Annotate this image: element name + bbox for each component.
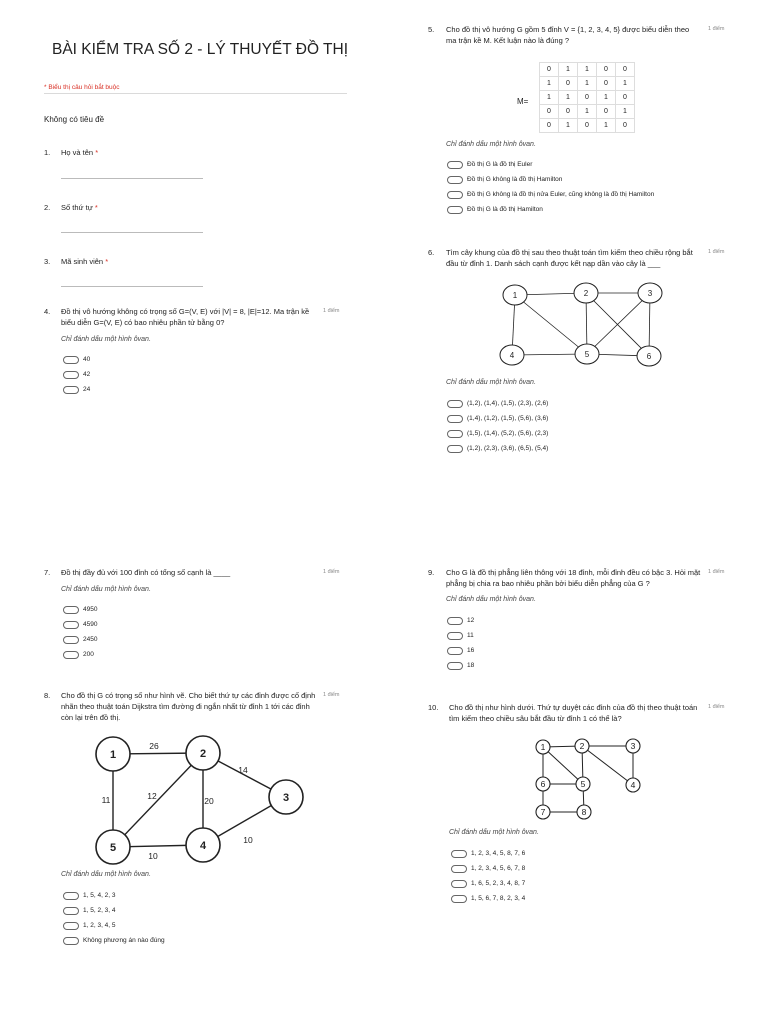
q9-option[interactable] — [447, 658, 474, 673]
matrix-row: 1 0 1 0 1 — [540, 77, 635, 91]
graph-node-label: 1 — [109, 749, 117, 761]
q6-option[interactable] — [447, 411, 548, 426]
edge-weight-2-3: 14 — [238, 765, 248, 775]
radio-oval-icon[interactable] — [63, 371, 79, 379]
q7-option[interactable] — [63, 632, 97, 647]
option-label: 18 — [467, 662, 475, 669]
radio-oval-icon[interactable] — [447, 161, 463, 169]
radio-oval-icon[interactable] — [451, 865, 467, 873]
option-label: 42 — [83, 371, 91, 378]
q6-number: 6. — [428, 248, 435, 257]
graph-node-label: 3 — [282, 792, 290, 804]
graph-node-label: 5 — [109, 842, 117, 854]
radio-oval-icon[interactable] — [63, 937, 79, 945]
radio-oval-icon[interactable] — [63, 621, 79, 629]
radio-oval-icon[interactable] — [447, 191, 463, 199]
radio-oval-icon[interactable] — [63, 651, 79, 659]
option-label: 1, 5, 2, 3, 4 — [83, 907, 116, 914]
q3-text — [61, 256, 108, 267]
option-label: Đồ thị G là đồ thị Euler — [467, 161, 533, 168]
q5-option[interactable] — [447, 202, 654, 217]
option-label: 40 — [83, 356, 91, 363]
q4-option[interactable] — [63, 352, 90, 367]
header-divider — [44, 93, 347, 94]
q1-required-mark: * — [95, 148, 99, 157]
matrix-row: 0 1 1 0 0 — [540, 63, 635, 77]
edge-weight-2-5: 12 — [147, 791, 157, 801]
option-label: (1,4), (1,2), (1,5), (5,6), (3,6) — [467, 415, 549, 422]
q5-option[interactable] — [447, 157, 654, 172]
q10-option[interactable] — [451, 846, 525, 861]
q4-options — [63, 352, 90, 397]
option-label: 1, 5, 4, 2, 3 — [83, 892, 116, 899]
radio-oval-icon[interactable] — [451, 880, 467, 888]
q6-option[interactable] — [447, 441, 548, 456]
graph-node-label: 4 — [509, 351, 515, 360]
radio-oval-icon[interactable] — [447, 415, 463, 423]
option-label: Đồ thị G không là đồ thị Hamilton — [467, 176, 563, 183]
q7-option[interactable] — [63, 647, 97, 662]
option-label: Đồ thị G không là đồ thị nửa Euler, cũng không là đồ thị Hamilton — [467, 191, 655, 198]
q4-points: 1 điểm — [323, 308, 340, 314]
q5-option[interactable] — [447, 172, 654, 187]
radio-oval-icon[interactable] — [451, 895, 467, 903]
q5-hint: Chỉ đánh dấu một hình ôvan. — [446, 141, 536, 148]
radio-oval-icon[interactable] — [447, 617, 463, 625]
edge-weight-3-4: 10 — [243, 835, 253, 845]
edge-weight-4-5: 10 — [148, 851, 158, 861]
q1-answer-field[interactable] — [61, 178, 203, 179]
q8-graph-figure — [85, 733, 315, 868]
radio-oval-icon[interactable] — [63, 356, 79, 364]
radio-oval-icon[interactable] — [447, 400, 463, 408]
option-label: 1, 2, 3, 4, 5, 8, 7, 6 — [471, 850, 526, 857]
q3-number: 3. — [44, 257, 51, 266]
matrix-label: M= — [517, 97, 529, 106]
graph-node-label: 2 — [583, 289, 589, 298]
q10-text: Cho đồ thị như hình dưới. Thứ tự duyệt các đỉnh của đồ thị theo thuật toán tìm kiếm theo chiều sâu bắt đầu từ đỉnh 1 có thể là? — [449, 703, 698, 723]
graph-node-label: 8 — [581, 807, 587, 817]
q3-answer-field[interactable] — [61, 286, 203, 287]
q9-option[interactable] — [447, 643, 474, 658]
option-label: 16 — [467, 647, 475, 654]
q6-hint: Chỉ đánh dấu một hình ôvan. — [446, 379, 536, 386]
q8-option[interactable] — [63, 918, 165, 933]
q10-option[interactable] — [451, 861, 525, 876]
option-label: 24 — [83, 386, 91, 393]
q7-option[interactable] — [63, 617, 97, 632]
graph-node-label: 3 — [647, 289, 653, 298]
option-label: 12 — [467, 617, 475, 624]
radio-oval-icon[interactable] — [447, 662, 463, 670]
matrix-row: 0 1 0 1 0 — [540, 119, 635, 133]
q5-options — [447, 157, 654, 217]
graph-node-label: 5 — [580, 779, 586, 789]
option-label: 4590 — [83, 621, 98, 628]
q6-options — [447, 396, 548, 456]
graph-node-label: 4 — [630, 780, 636, 790]
radio-oval-icon[interactable] — [63, 907, 79, 915]
radio-oval-icon[interactable] — [447, 206, 463, 214]
radio-oval-icon[interactable] — [63, 386, 79, 394]
graph-edge-2-5 — [113, 753, 203, 847]
edge-weight-2-4: 20 — [204, 796, 214, 806]
q7-number: 7. — [44, 568, 51, 577]
radio-oval-icon[interactable] — [63, 922, 79, 930]
q8-option[interactable] — [63, 933, 165, 948]
radio-oval-icon[interactable] — [451, 850, 467, 858]
q8-hint: Chỉ đánh dấu một hình ôvan. — [61, 871, 151, 878]
q10-hint: Chỉ đánh dấu một hình ôvan. — [449, 829, 539, 836]
q7-option[interactable] — [63, 602, 97, 617]
option-label: 1, 2, 3, 4, 5 — [83, 922, 116, 929]
q10-graph-figure — [528, 735, 648, 825]
q6-points: 1 điểm — [708, 249, 725, 255]
option-label: 1, 6, 5, 2, 3, 4, 8, 7 — [471, 880, 526, 887]
q10-options — [451, 846, 525, 906]
q5-text: Cho đồ thị vô hướng G gồm 5 đỉnh V = {1, 2, 3, 4, 5} được biểu diễn theo ma trận kề M. Kết luận nào là đúng ? — [446, 25, 690, 45]
q8-points: 1 điểm — [323, 692, 340, 698]
q9-points: 1 điểm — [708, 569, 725, 575]
radio-oval-icon[interactable] — [447, 176, 463, 184]
q3-label: Mã sinh viên — [61, 257, 104, 266]
option-label: (1,2), (2,3), (3,6), (6,5), (5,4) — [467, 445, 549, 452]
edge-weight-1-2: 26 — [149, 741, 159, 751]
option-label: (1,2), (1,4), (1,5), (2,3), (2,6) — [467, 400, 549, 407]
graph-node-label: 2 — [199, 748, 207, 760]
q9-hint: Chỉ đánh dấu một hình ôvan. — [446, 596, 536, 603]
option-label: Không phương án nào đúng — [83, 937, 165, 944]
q2-answer-field[interactable] — [61, 232, 203, 233]
option-label: 1, 5, 6, 7, 8, 2, 3, 4 — [471, 895, 526, 902]
q10-option[interactable] — [451, 876, 525, 891]
q10-number: 10. — [428, 703, 439, 712]
radio-oval-icon[interactable] — [63, 892, 79, 900]
q4-text: Đồ thị vô hướng không có trọng số G=(V, E) với |V| = 8, |E|=12. Ma trận kề biểu diễn G=(V, E) có bao nhiêu phần tử bằng 0? — [61, 307, 310, 327]
radio-oval-icon[interactable] — [447, 632, 463, 640]
q8-options — [63, 888, 165, 948]
q6-option[interactable] — [447, 426, 548, 441]
q8-text: Cho đồ thị G có trọng số như hình vẽ. Cho biết thứ tự các đỉnh được cố định nhãn theo thuật toán Dijkstra tìm đường đi ngắn nhất từ đỉnh 1 tới các đỉnh còn lại trên đồ thị. — [61, 691, 316, 722]
q3-required-mark: * — [105, 257, 109, 266]
q5-option[interactable] — [447, 187, 654, 202]
q2-text — [61, 202, 98, 213]
q2-required-mark: * — [94, 203, 98, 212]
q1-label: Họ và tên — [61, 148, 94, 157]
page-title: BÀI KIỂM TRA SỐ 2 - LÝ THUYẾT ĐỒ THỊ — [52, 41, 349, 58]
graph-edge-3-5 — [587, 293, 650, 354]
q6-option[interactable] — [447, 396, 548, 411]
q9-text: Cho G là đồ thị phẳng liên thông với 18 đỉnh, mỗi đỉnh đều có bậc 3. Hỏi mặt phẳng bị chia ra bao nhiêu phần bởi biểu diễn phẳng của G ? — [446, 568, 701, 588]
q4-number: 4. — [44, 307, 51, 316]
q1-text — [61, 147, 98, 158]
q7-hint: Chỉ đánh dấu một hình ôvan. — [61, 586, 151, 593]
q9-number: 9. — [428, 568, 435, 577]
graph-node-label: 5 — [584, 350, 590, 359]
q4-hint: Chỉ đánh dấu một hình ôvan. — [61, 336, 151, 343]
graph-node-label: 1 — [512, 291, 518, 300]
matrix-row: 1 1 0 1 0 — [540, 91, 635, 105]
graph-edge-2-4 — [582, 746, 633, 785]
q5-number: 5. — [428, 25, 435, 34]
graph-node-label: 3 — [630, 741, 636, 751]
q6-graph-figure — [490, 278, 675, 373]
required-note: * Biểu thị câu hỏi bắt buộc — [44, 84, 120, 91]
q9-option[interactable] — [447, 628, 474, 643]
option-label: 2450 — [83, 636, 98, 643]
option-label: 200 — [83, 651, 94, 658]
radio-oval-icon[interactable] — [63, 606, 79, 614]
graph-edge-1-5 — [543, 747, 583, 784]
option-label: 4950 — [83, 606, 98, 613]
edge-weight-1-5: 11 — [101, 795, 111, 805]
q2-label: Số thứ tự — [61, 203, 93, 212]
option-label: 11 — [467, 632, 474, 639]
radio-oval-icon[interactable] — [447, 445, 463, 453]
radio-oval-icon[interactable] — [447, 647, 463, 655]
q8-number: 8. — [44, 691, 51, 700]
radio-oval-icon[interactable] — [63, 636, 79, 644]
graph-node-label: 2 — [579, 741, 585, 751]
q7-points: 1 điểm — [323, 569, 340, 575]
radio-oval-icon[interactable] — [447, 430, 463, 438]
graph-node-label: 4 — [199, 840, 207, 852]
matrix-row: 0 0 1 0 1 — [540, 105, 635, 119]
graph-node-label: 6 — [646, 352, 652, 361]
q5-points: 1 điểm — [708, 26, 725, 32]
q8-option[interactable] — [63, 888, 165, 903]
graph-node-label: 7 — [540, 807, 546, 817]
q10-option[interactable] — [451, 891, 525, 906]
q1-number: 1. — [44, 148, 51, 157]
option-label: Đồ thị G là đồ thị Hamilton — [467, 206, 543, 213]
graph-node-label: 6 — [540, 779, 546, 789]
q6-text: Tìm cây khung của đồ thị sau theo thuật toán tìm kiếm theo chiều rộng bắt đầu từ đỉnh 1. Danh sách cạnh được kết nạp dần vào cây là ___ — [446, 248, 693, 268]
q9-option[interactable] — [447, 613, 474, 628]
q7-text: Đồ thị đầy đủ với 100 đỉnh có tổng số cạnh là ____ — [61, 568, 231, 577]
q8-option[interactable] — [63, 903, 165, 918]
q10-points: 1 điểm — [708, 704, 725, 710]
section-title: Không có tiêu đề — [44, 115, 105, 124]
q9-options — [447, 613, 474, 673]
q4-option[interactable] — [63, 367, 90, 382]
q4-option[interactable] — [63, 382, 90, 397]
option-label: 1, 2, 3, 4, 5, 6, 7, 8 — [471, 865, 526, 872]
graph-node-label: 1 — [540, 742, 546, 752]
q2-number: 2. — [44, 203, 51, 212]
option-label: (1,5), (1,4), (5,2), (5,6), (2,3) — [467, 430, 549, 437]
graph-edge-1-5 — [515, 295, 587, 354]
adjacency-matrix — [539, 62, 635, 133]
q7-options — [63, 602, 97, 662]
